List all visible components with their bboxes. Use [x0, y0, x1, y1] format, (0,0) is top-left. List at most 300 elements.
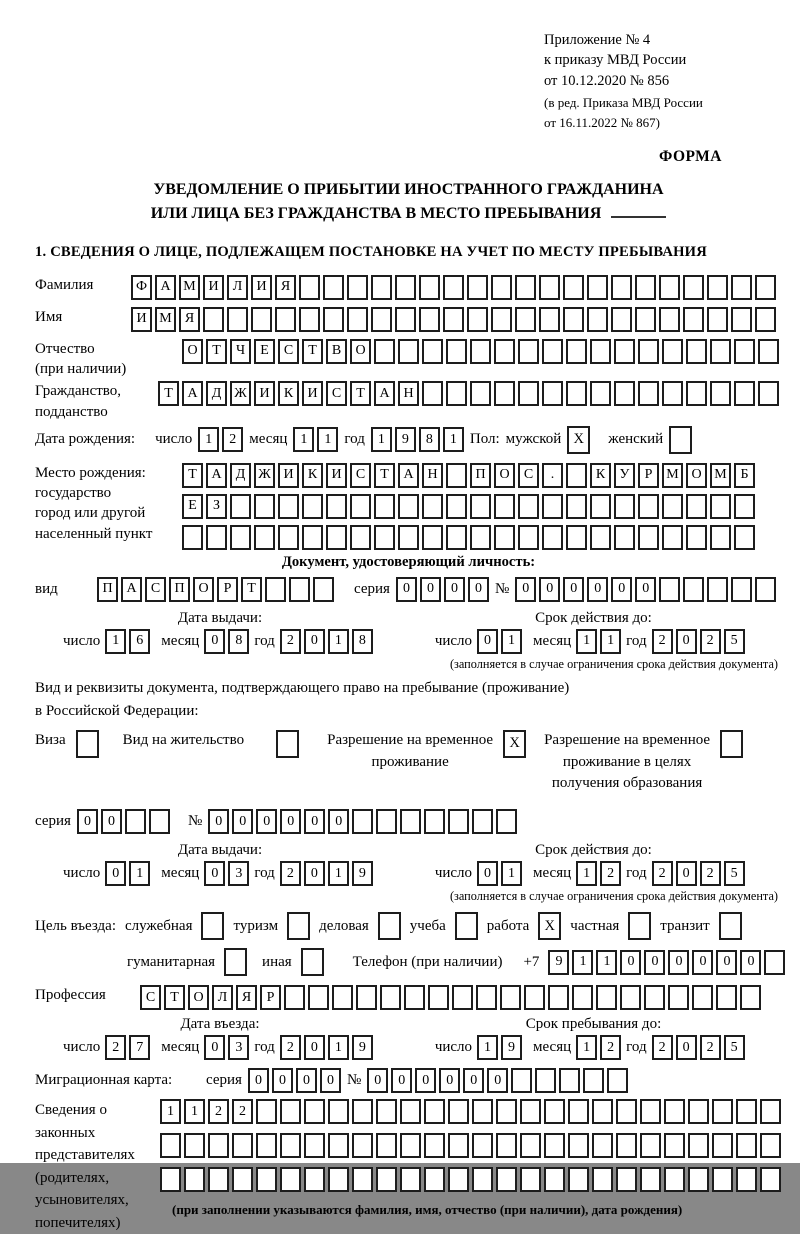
form-cell[interactable]: 9 — [395, 427, 416, 452]
form-cell[interactable]: П — [470, 463, 491, 488]
form-cell[interactable] — [446, 494, 467, 519]
residence-permit-checkbox[interactable] — [276, 730, 299, 758]
form-cell[interactable]: 0 — [477, 861, 498, 886]
form-cell[interactable]: 0 — [320, 1068, 341, 1093]
form-cell[interactable] — [707, 577, 728, 602]
form-cell[interactable]: 1 — [328, 629, 349, 654]
form-cell[interactable] — [731, 275, 752, 300]
form-cell[interactable]: О — [182, 339, 203, 364]
form-cell[interactable] — [494, 494, 515, 519]
form-cell[interactable] — [496, 1099, 517, 1124]
form-cell[interactable]: О — [193, 577, 214, 602]
form-cell[interactable] — [688, 1133, 709, 1158]
form-cell[interactable]: 7 — [129, 1035, 150, 1060]
form-cell[interactable] — [559, 1068, 580, 1093]
form-cell[interactable] — [638, 494, 659, 519]
form-cell[interactable]: 0 — [676, 1035, 697, 1060]
form-cell[interactable] — [611, 307, 632, 332]
form-cell[interactable]: К — [278, 381, 299, 406]
form-cell[interactable] — [668, 985, 689, 1010]
form-cell[interactable] — [424, 1099, 445, 1124]
form-cell[interactable] — [265, 577, 286, 602]
form-cell[interactable] — [638, 381, 659, 406]
form-cell[interactable]: 0 — [296, 1068, 317, 1093]
form-cell[interactable] — [544, 1133, 565, 1158]
form-cell[interactable] — [422, 494, 443, 519]
form-cell[interactable]: С — [518, 463, 539, 488]
form-cell[interactable]: 1 — [477, 1035, 498, 1060]
form-cell[interactable] — [662, 494, 683, 519]
form-cell[interactable]: С — [145, 577, 166, 602]
form-cell[interactable] — [149, 809, 170, 834]
form-cell[interactable]: А — [374, 381, 395, 406]
form-cell[interactable]: 0 — [272, 1068, 293, 1093]
form-cell[interactable] — [184, 1133, 205, 1158]
form-cell[interactable] — [326, 525, 347, 550]
form-cell[interactable]: А — [121, 577, 142, 602]
form-cell[interactable] — [707, 275, 728, 300]
form-cell[interactable] — [395, 307, 416, 332]
form-cell[interactable] — [535, 1068, 556, 1093]
form-cell[interactable]: Ж — [230, 381, 251, 406]
form-cell[interactable]: 0 — [420, 577, 441, 602]
form-cell[interactable]: 0 — [280, 809, 301, 834]
form-cell[interactable] — [374, 339, 395, 364]
form-cell[interactable] — [524, 985, 545, 1010]
form-cell[interactable]: С — [350, 463, 371, 488]
form-cell[interactable]: 2 — [600, 861, 621, 886]
form-cell[interactable] — [734, 339, 755, 364]
form-cell[interactable]: Е — [182, 494, 203, 519]
purpose-official-checkbox[interactable] — [201, 912, 224, 940]
form-cell[interactable] — [587, 307, 608, 332]
form-cell[interactable]: Т — [350, 381, 371, 406]
form-cell[interactable]: С — [140, 985, 161, 1010]
form-cell[interactable]: А — [398, 463, 419, 488]
form-cell[interactable] — [635, 307, 656, 332]
form-cell[interactable]: 1 — [371, 427, 392, 452]
form-cell[interactable] — [376, 1167, 397, 1192]
form-cell[interactable] — [374, 525, 395, 550]
form-cell[interactable]: Р — [638, 463, 659, 488]
form-cell[interactable] — [328, 1133, 349, 1158]
form-cell[interactable] — [125, 809, 146, 834]
form-cell[interactable] — [208, 1167, 229, 1192]
form-cell[interactable] — [736, 1099, 757, 1124]
form-cell[interactable]: С — [278, 339, 299, 364]
form-cell[interactable]: Д — [230, 463, 251, 488]
form-cell[interactable] — [638, 525, 659, 550]
form-cell[interactable]: И — [302, 381, 323, 406]
form-cell[interactable] — [404, 985, 425, 1010]
form-cell[interactable] — [304, 1167, 325, 1192]
form-cell[interactable] — [470, 381, 491, 406]
form-cell[interactable] — [347, 275, 368, 300]
form-cell[interactable]: Р — [217, 577, 238, 602]
form-cell[interactable] — [308, 985, 329, 1010]
form-cell[interactable] — [710, 494, 731, 519]
form-cell[interactable] — [518, 525, 539, 550]
form-cell[interactable] — [518, 339, 539, 364]
form-cell[interactable] — [686, 494, 707, 519]
form-cell[interactable]: У — [614, 463, 635, 488]
form-cell[interactable] — [347, 307, 368, 332]
form-cell[interactable] — [400, 1133, 421, 1158]
form-cell[interactable]: 9 — [548, 950, 569, 975]
form-cell[interactable]: 0 — [611, 577, 632, 602]
form-cell[interactable] — [568, 1099, 589, 1124]
form-cell[interactable] — [736, 1167, 757, 1192]
form-cell[interactable] — [520, 1099, 541, 1124]
form-cell[interactable] — [254, 494, 275, 519]
rvp-education-checkbox[interactable] — [720, 730, 743, 758]
form-cell[interactable] — [256, 1099, 277, 1124]
form-cell[interactable] — [182, 525, 203, 550]
form-cell[interactable] — [692, 985, 713, 1010]
form-cell[interactable] — [289, 577, 310, 602]
purpose-other-checkbox[interactable] — [301, 948, 324, 976]
form-cell[interactable]: 8 — [352, 629, 373, 654]
form-cell[interactable]: 1 — [328, 861, 349, 886]
form-cell[interactable]: 1 — [129, 861, 150, 886]
form-cell[interactable] — [515, 275, 536, 300]
form-cell[interactable]: 0 — [77, 809, 98, 834]
form-cell[interactable]: Т — [302, 339, 323, 364]
form-cell[interactable] — [563, 307, 584, 332]
form-cell[interactable] — [352, 1099, 373, 1124]
form-cell[interactable]: 0 — [208, 809, 229, 834]
form-cell[interactable] — [332, 985, 353, 1010]
form-cell[interactable] — [278, 494, 299, 519]
form-cell[interactable]: 0 — [463, 1068, 484, 1093]
form-cell[interactable]: А — [155, 275, 176, 300]
sex-female-checkbox[interactable] — [669, 426, 692, 454]
form-cell[interactable] — [256, 1167, 277, 1192]
form-cell[interactable]: 5 — [724, 861, 745, 886]
form-cell[interactable]: И — [251, 275, 272, 300]
form-cell[interactable]: 2 — [222, 427, 243, 452]
form-cell[interactable] — [590, 339, 611, 364]
form-cell[interactable] — [548, 985, 569, 1010]
form-cell[interactable] — [443, 275, 464, 300]
form-cell[interactable] — [542, 494, 563, 519]
form-cell[interactable] — [688, 1099, 709, 1124]
form-cell[interactable] — [328, 1167, 349, 1192]
form-cell[interactable] — [356, 985, 377, 1010]
form-cell[interactable]: 5 — [724, 629, 745, 654]
form-cell[interactable]: 1 — [198, 427, 219, 452]
form-cell[interactable]: 0 — [676, 629, 697, 654]
form-cell[interactable]: 2 — [280, 861, 301, 886]
form-cell[interactable] — [590, 525, 611, 550]
form-cell[interactable]: Т — [158, 381, 179, 406]
form-cell[interactable] — [422, 525, 443, 550]
form-cell[interactable] — [544, 1167, 565, 1192]
form-cell[interactable] — [518, 494, 539, 519]
form-cell[interactable] — [299, 275, 320, 300]
form-cell[interactable] — [491, 275, 512, 300]
form-cell[interactable] — [184, 1167, 205, 1192]
form-cell[interactable]: С — [326, 381, 347, 406]
form-cell[interactable] — [472, 809, 493, 834]
form-cell[interactable] — [607, 1068, 628, 1093]
form-cell[interactable]: 2 — [232, 1099, 253, 1124]
form-cell[interactable]: 2 — [280, 1035, 301, 1060]
form-cell[interactable]: 0 — [304, 861, 325, 886]
form-cell[interactable]: И — [254, 381, 275, 406]
form-cell[interactable] — [448, 1099, 469, 1124]
form-cell[interactable] — [470, 525, 491, 550]
form-cell[interactable]: 0 — [644, 950, 665, 975]
form-cell[interactable] — [452, 985, 473, 1010]
form-cell[interactable]: 1 — [600, 629, 621, 654]
form-cell[interactable]: 0 — [668, 950, 689, 975]
form-cell[interactable]: 0 — [204, 1035, 225, 1060]
form-cell[interactable] — [470, 494, 491, 519]
form-cell[interactable] — [323, 275, 344, 300]
form-cell[interactable] — [662, 381, 683, 406]
purpose-humanitarian-checkbox[interactable] — [224, 948, 247, 976]
form-cell[interactable] — [566, 525, 587, 550]
form-cell[interactable] — [203, 307, 224, 332]
form-cell[interactable] — [616, 1099, 637, 1124]
form-cell[interactable]: 6 — [129, 629, 150, 654]
form-cell[interactable] — [398, 339, 419, 364]
form-cell[interactable] — [230, 525, 251, 550]
form-cell[interactable]: 0 — [587, 577, 608, 602]
form-cell[interactable] — [395, 275, 416, 300]
form-cell[interactable] — [758, 339, 779, 364]
form-cell[interactable]: 0 — [692, 950, 713, 975]
form-cell[interactable]: 1 — [501, 629, 522, 654]
form-cell[interactable] — [424, 1133, 445, 1158]
form-cell[interactable]: Я — [275, 275, 296, 300]
form-cell[interactable] — [644, 985, 665, 1010]
form-cell[interactable]: 0 — [487, 1068, 508, 1093]
form-cell[interactable]: 0 — [304, 1035, 325, 1060]
form-cell[interactable] — [443, 307, 464, 332]
form-cell[interactable] — [539, 307, 560, 332]
form-cell[interactable] — [323, 307, 344, 332]
form-cell[interactable] — [232, 1167, 253, 1192]
form-cell[interactable]: И — [131, 307, 152, 332]
form-cell[interactable] — [662, 525, 683, 550]
form-cell[interactable]: Я — [179, 307, 200, 332]
form-cell[interactable] — [352, 809, 373, 834]
form-cell[interactable]: 1 — [317, 427, 338, 452]
form-cell[interactable]: 1 — [576, 629, 597, 654]
form-cell[interactable]: Т — [241, 577, 262, 602]
form-cell[interactable]: П — [169, 577, 190, 602]
form-cell[interactable]: 3 — [228, 1035, 249, 1060]
form-cell[interactable] — [448, 1133, 469, 1158]
form-cell[interactable] — [424, 809, 445, 834]
form-cell[interactable] — [472, 1099, 493, 1124]
form-cell[interactable] — [446, 525, 467, 550]
form-cell[interactable] — [448, 1167, 469, 1192]
form-cell[interactable] — [568, 1167, 589, 1192]
form-cell[interactable] — [542, 525, 563, 550]
form-cell[interactable]: 0 — [328, 809, 349, 834]
form-cell[interactable] — [494, 339, 515, 364]
form-cell[interactable] — [446, 381, 467, 406]
form-cell[interactable]: Т — [164, 985, 185, 1010]
form-cell[interactable] — [760, 1099, 781, 1124]
form-cell[interactable] — [350, 525, 371, 550]
form-cell[interactable]: М — [155, 307, 176, 332]
form-cell[interactable]: 1 — [596, 950, 617, 975]
form-cell[interactable] — [688, 1167, 709, 1192]
form-cell[interactable] — [472, 1133, 493, 1158]
form-cell[interactable]: 5 — [724, 1035, 745, 1060]
form-cell[interactable] — [256, 1133, 277, 1158]
form-cell[interactable]: 0 — [304, 809, 325, 834]
form-cell[interactable]: 0 — [256, 809, 277, 834]
form-cell[interactable] — [683, 307, 704, 332]
form-cell[interactable] — [400, 809, 421, 834]
form-cell[interactable]: 1 — [328, 1035, 349, 1060]
form-cell[interactable] — [304, 1133, 325, 1158]
form-cell[interactable] — [328, 1099, 349, 1124]
form-cell[interactable] — [511, 1068, 532, 1093]
form-cell[interactable] — [470, 339, 491, 364]
form-cell[interactable] — [614, 525, 635, 550]
form-cell[interactable]: 0 — [444, 577, 465, 602]
form-cell[interactable] — [568, 1133, 589, 1158]
form-cell[interactable] — [539, 275, 560, 300]
form-cell[interactable] — [494, 381, 515, 406]
visa-checkbox[interactable] — [76, 730, 99, 758]
form-cell[interactable] — [476, 985, 497, 1010]
form-cell[interactable] — [566, 463, 587, 488]
form-cell[interactable] — [683, 577, 704, 602]
form-cell[interactable]: Д — [206, 381, 227, 406]
form-cell[interactable] — [398, 525, 419, 550]
form-cell[interactable]: 0 — [248, 1068, 269, 1093]
form-cell[interactable]: 1 — [105, 629, 126, 654]
form-cell[interactable]: К — [302, 463, 323, 488]
form-cell[interactable] — [590, 494, 611, 519]
form-cell[interactable]: . — [542, 463, 563, 488]
form-cell[interactable] — [755, 307, 776, 332]
form-cell[interactable] — [707, 307, 728, 332]
form-cell[interactable] — [712, 1167, 733, 1192]
form-cell[interactable] — [662, 339, 683, 364]
form-cell[interactable]: И — [278, 463, 299, 488]
form-cell[interactable] — [350, 494, 371, 519]
form-cell[interactable] — [278, 525, 299, 550]
form-cell[interactable]: 0 — [635, 577, 656, 602]
form-cell[interactable]: О — [494, 463, 515, 488]
form-cell[interactable] — [206, 525, 227, 550]
form-cell[interactable]: В — [326, 339, 347, 364]
form-cell[interactable]: М — [662, 463, 683, 488]
form-cell[interactable] — [683, 275, 704, 300]
form-cell[interactable]: 2 — [700, 629, 721, 654]
form-cell[interactable]: 2 — [208, 1099, 229, 1124]
form-cell[interactable]: Р — [260, 985, 281, 1010]
form-cell[interactable]: 2 — [700, 1035, 721, 1060]
form-cell[interactable] — [614, 339, 635, 364]
form-cell[interactable] — [764, 950, 785, 975]
form-cell[interactable] — [280, 1167, 301, 1192]
form-cell[interactable] — [758, 381, 779, 406]
form-cell[interactable] — [734, 525, 755, 550]
form-cell[interactable] — [446, 463, 467, 488]
form-cell[interactable]: Б — [734, 463, 755, 488]
form-cell[interactable]: 0 — [563, 577, 584, 602]
form-cell[interactable]: 2 — [280, 629, 301, 654]
form-cell[interactable] — [563, 275, 584, 300]
form-cell[interactable] — [734, 494, 755, 519]
form-cell[interactable] — [520, 1167, 541, 1192]
form-cell[interactable] — [731, 307, 752, 332]
form-cell[interactable] — [710, 381, 731, 406]
form-cell[interactable]: 0 — [204, 629, 225, 654]
form-cell[interactable] — [254, 525, 275, 550]
form-cell[interactable] — [614, 381, 635, 406]
form-cell[interactable] — [592, 1133, 613, 1158]
form-cell[interactable] — [686, 381, 707, 406]
form-cell[interactable] — [590, 381, 611, 406]
form-cell[interactable] — [664, 1099, 685, 1124]
purpose-business-checkbox[interactable] — [378, 912, 401, 940]
form-cell[interactable]: З — [206, 494, 227, 519]
form-cell[interactable] — [251, 307, 272, 332]
form-cell[interactable]: 9 — [352, 1035, 373, 1060]
purpose-transit-checkbox[interactable] — [719, 912, 742, 940]
form-cell[interactable] — [376, 1099, 397, 1124]
form-cell[interactable] — [712, 1099, 733, 1124]
form-cell[interactable] — [400, 1167, 421, 1192]
form-cell[interactable] — [686, 339, 707, 364]
form-cell[interactable] — [664, 1133, 685, 1158]
form-cell[interactable] — [380, 985, 401, 1010]
form-cell[interactable]: И — [326, 463, 347, 488]
form-cell[interactable] — [520, 1133, 541, 1158]
purpose-tourism-checkbox[interactable] — [287, 912, 310, 940]
form-cell[interactable]: Т — [206, 339, 227, 364]
form-cell[interactable]: М — [710, 463, 731, 488]
form-cell[interactable]: 0 — [204, 861, 225, 886]
form-cell[interactable]: 0 — [304, 629, 325, 654]
form-cell[interactable]: 0 — [439, 1068, 460, 1093]
form-cell[interactable]: 1 — [576, 861, 597, 886]
form-cell[interactable]: О — [686, 463, 707, 488]
form-cell[interactable] — [280, 1133, 301, 1158]
form-cell[interactable] — [446, 339, 467, 364]
form-cell[interactable] — [755, 275, 776, 300]
form-cell[interactable] — [572, 985, 593, 1010]
form-cell[interactable] — [592, 1099, 613, 1124]
form-cell[interactable] — [736, 1133, 757, 1158]
form-cell[interactable] — [686, 525, 707, 550]
form-cell[interactable] — [710, 339, 731, 364]
form-cell[interactable] — [280, 1099, 301, 1124]
form-cell[interactable] — [500, 985, 521, 1010]
form-cell[interactable]: О — [188, 985, 209, 1010]
form-cell[interactable] — [230, 494, 251, 519]
form-cell[interactable] — [542, 339, 563, 364]
form-cell[interactable]: 1 — [576, 1035, 597, 1060]
form-cell[interactable]: 2 — [652, 861, 673, 886]
form-cell[interactable]: Т — [182, 463, 203, 488]
form-cell[interactable] — [428, 985, 449, 1010]
form-cell[interactable]: 9 — [501, 1035, 522, 1060]
form-cell[interactable] — [740, 985, 761, 1010]
form-cell[interactable]: 1 — [443, 427, 464, 452]
form-cell[interactable] — [611, 275, 632, 300]
